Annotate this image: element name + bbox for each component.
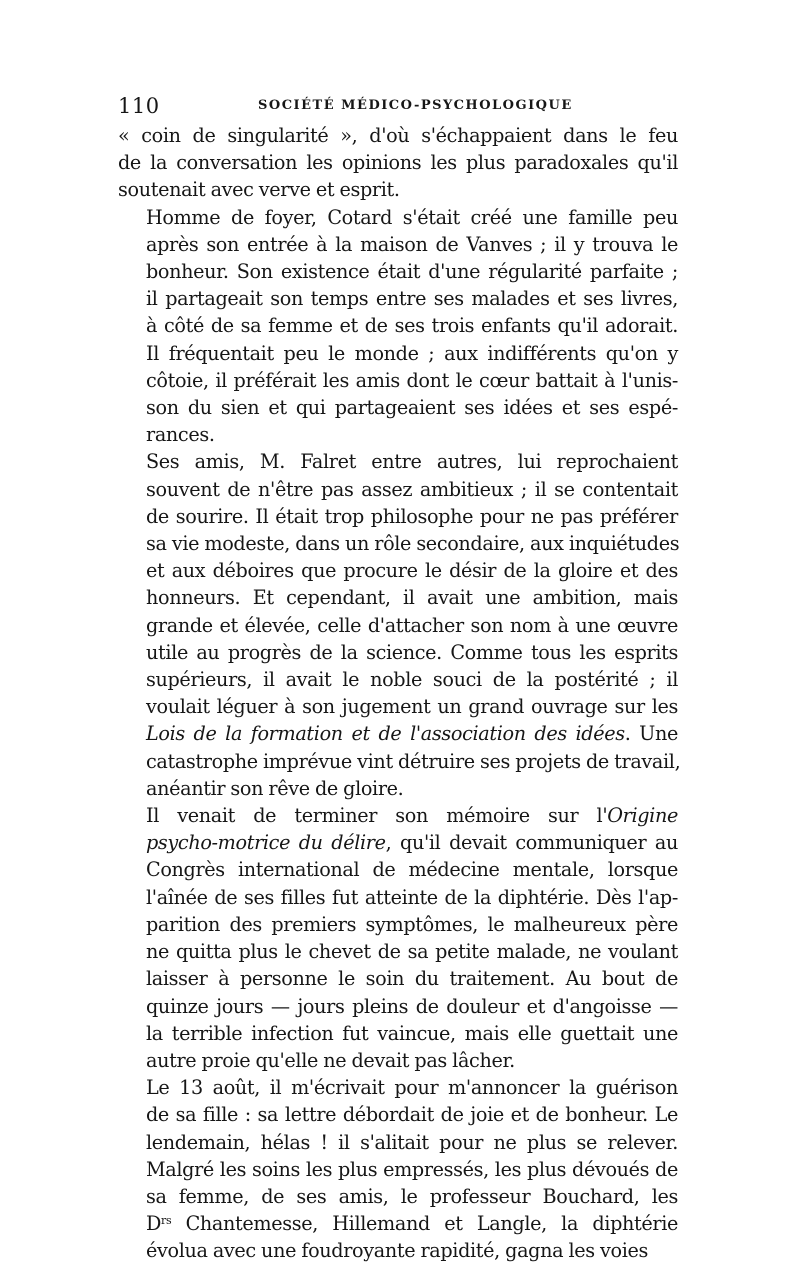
text-line: quinze jours — jours pleins de douleur et d'angoisse —	[146, 994, 678, 1018]
text-line: il partageait son temps entre ses malades et ses livres,	[146, 287, 678, 311]
text-line: Lois de la formation et de l'association des idées. Une	[146, 722, 678, 746]
text-line: bonheur. Son existence était d'une régularité parfaite ;	[146, 260, 678, 284]
text-line: soutenait avec verve et esprit.	[118, 178, 400, 202]
text-line: ne quitta plus le chevet de sa petite malade, ne voulant	[146, 940, 678, 964]
text-line: psycho-motrice du délire, qu'il devait communiquer au	[146, 831, 678, 855]
text-line: à côté de sa femme et de ses trois enfants qu'il adorait.	[146, 314, 678, 338]
paragraph	[118, 802, 678, 1074]
text-line: laisser à personne le soin du traitement. Au bout de	[146, 967, 678, 991]
text-line: supérieurs, il avait le noble souci de la postérité ; il	[146, 668, 678, 692]
text-line: honneurs. Et cependant, il avait une ambition, mais	[146, 586, 678, 610]
text-line: « coin de singularité », d'où s'échappaient dans le feu	[118, 124, 678, 147]
text-line: Ses amis, M. Falret entre autres, lui reprochaient	[146, 450, 678, 474]
text-line: de la conversation les opinions les plus paradoxales qu'il	[118, 151, 678, 175]
text-line: anéantir son rêve de gloire.	[146, 776, 404, 800]
text-line: côtoie, il préférait les amis dont le cœur battait à l'unis-	[146, 368, 678, 392]
paragraph	[118, 448, 681, 802]
text-line: évolua avec une foudroyante rapidité, gagna les voies	[146, 1239, 648, 1263]
text-line: souvent de n'être pas assez ambitieux ; il se contentait	[146, 477, 678, 501]
text-line: autre proie qu'elle ne devait pas lâcher.	[146, 1048, 515, 1072]
text-line: Il fréquentait peu le monde ; aux indifférents qu'on y	[146, 341, 678, 365]
paragraph	[118, 1074, 678, 1264]
paragraph	[118, 204, 678, 449]
text-line: Malgré les soins les plus empressés, les plus dévoués de	[146, 1157, 678, 1181]
text-line: et aux déboires que procure le désir de la gloire et des	[146, 559, 678, 583]
page-number: 110	[118, 94, 160, 118]
paragraph	[118, 122, 678, 204]
text-line: Homme de foyer, Cotard s'était créé une famille peu	[146, 205, 678, 229]
text-line: la terrible infection fut vaincue, mais elle guettait une	[146, 1021, 678, 1045]
book-page	[118, 88, 681, 1265]
text-line: Le 13 août, il m'écrivait pour m'annoncer la guérison	[146, 1076, 678, 1100]
text-line: sa vie modeste, dans un rôle secondaire, aux inquiétudes	[146, 532, 680, 556]
text-line: voulait léguer à son jugement un grand ouvrage sur les	[146, 695, 678, 719]
text-line: son du sien et qui partageaient ses idées et ses espé-	[146, 396, 678, 420]
text-line: Congrès international de médecine mentale, lorsque	[146, 858, 678, 882]
text-line: $D^{rs}$ Chantemesse, Hillemand et Langle, la diphtérie	[146, 1212, 678, 1236]
text-line: parition des premiers symptômes, le malheureux père	[146, 912, 678, 936]
text-line: Il venait de terminer son mémoire sur l'Origine	[146, 804, 678, 828]
text-line: grande et élevée, celle d'attacher son nom à une œuvre	[146, 613, 678, 637]
text-line: utile au progrès de la science. Comme tous les esprits	[146, 640, 678, 664]
running-title: SOCIÉTÉ MÉDICO-PSYCHOLOGIQUE	[258, 98, 573, 113]
body-text	[118, 122, 681, 1265]
text-line: de sa fille : sa lettre débordait de joie et de bonheur. Le	[146, 1103, 678, 1127]
text-line: sa femme, de ses amis, le professeur Bouchard, les	[146, 1184, 678, 1208]
running-head	[118, 88, 678, 122]
text-line: après son entrée à la maison de Vanves ; il y trouva le	[146, 232, 678, 256]
text-line: l'aînée de ses filles fut atteinte de la diphtérie. Dès l'ap-	[146, 885, 678, 909]
text-line: lendemain, hélas ! il s'alitait pour ne plus se relever.	[146, 1130, 678, 1154]
text-line: rances.	[146, 423, 215, 447]
text-line: de sourire. Il était trop philosophe pour ne pas préférer	[146, 504, 678, 528]
text-line: catastrophe imprévue vint détruire ses projets de travail,	[146, 749, 681, 773]
